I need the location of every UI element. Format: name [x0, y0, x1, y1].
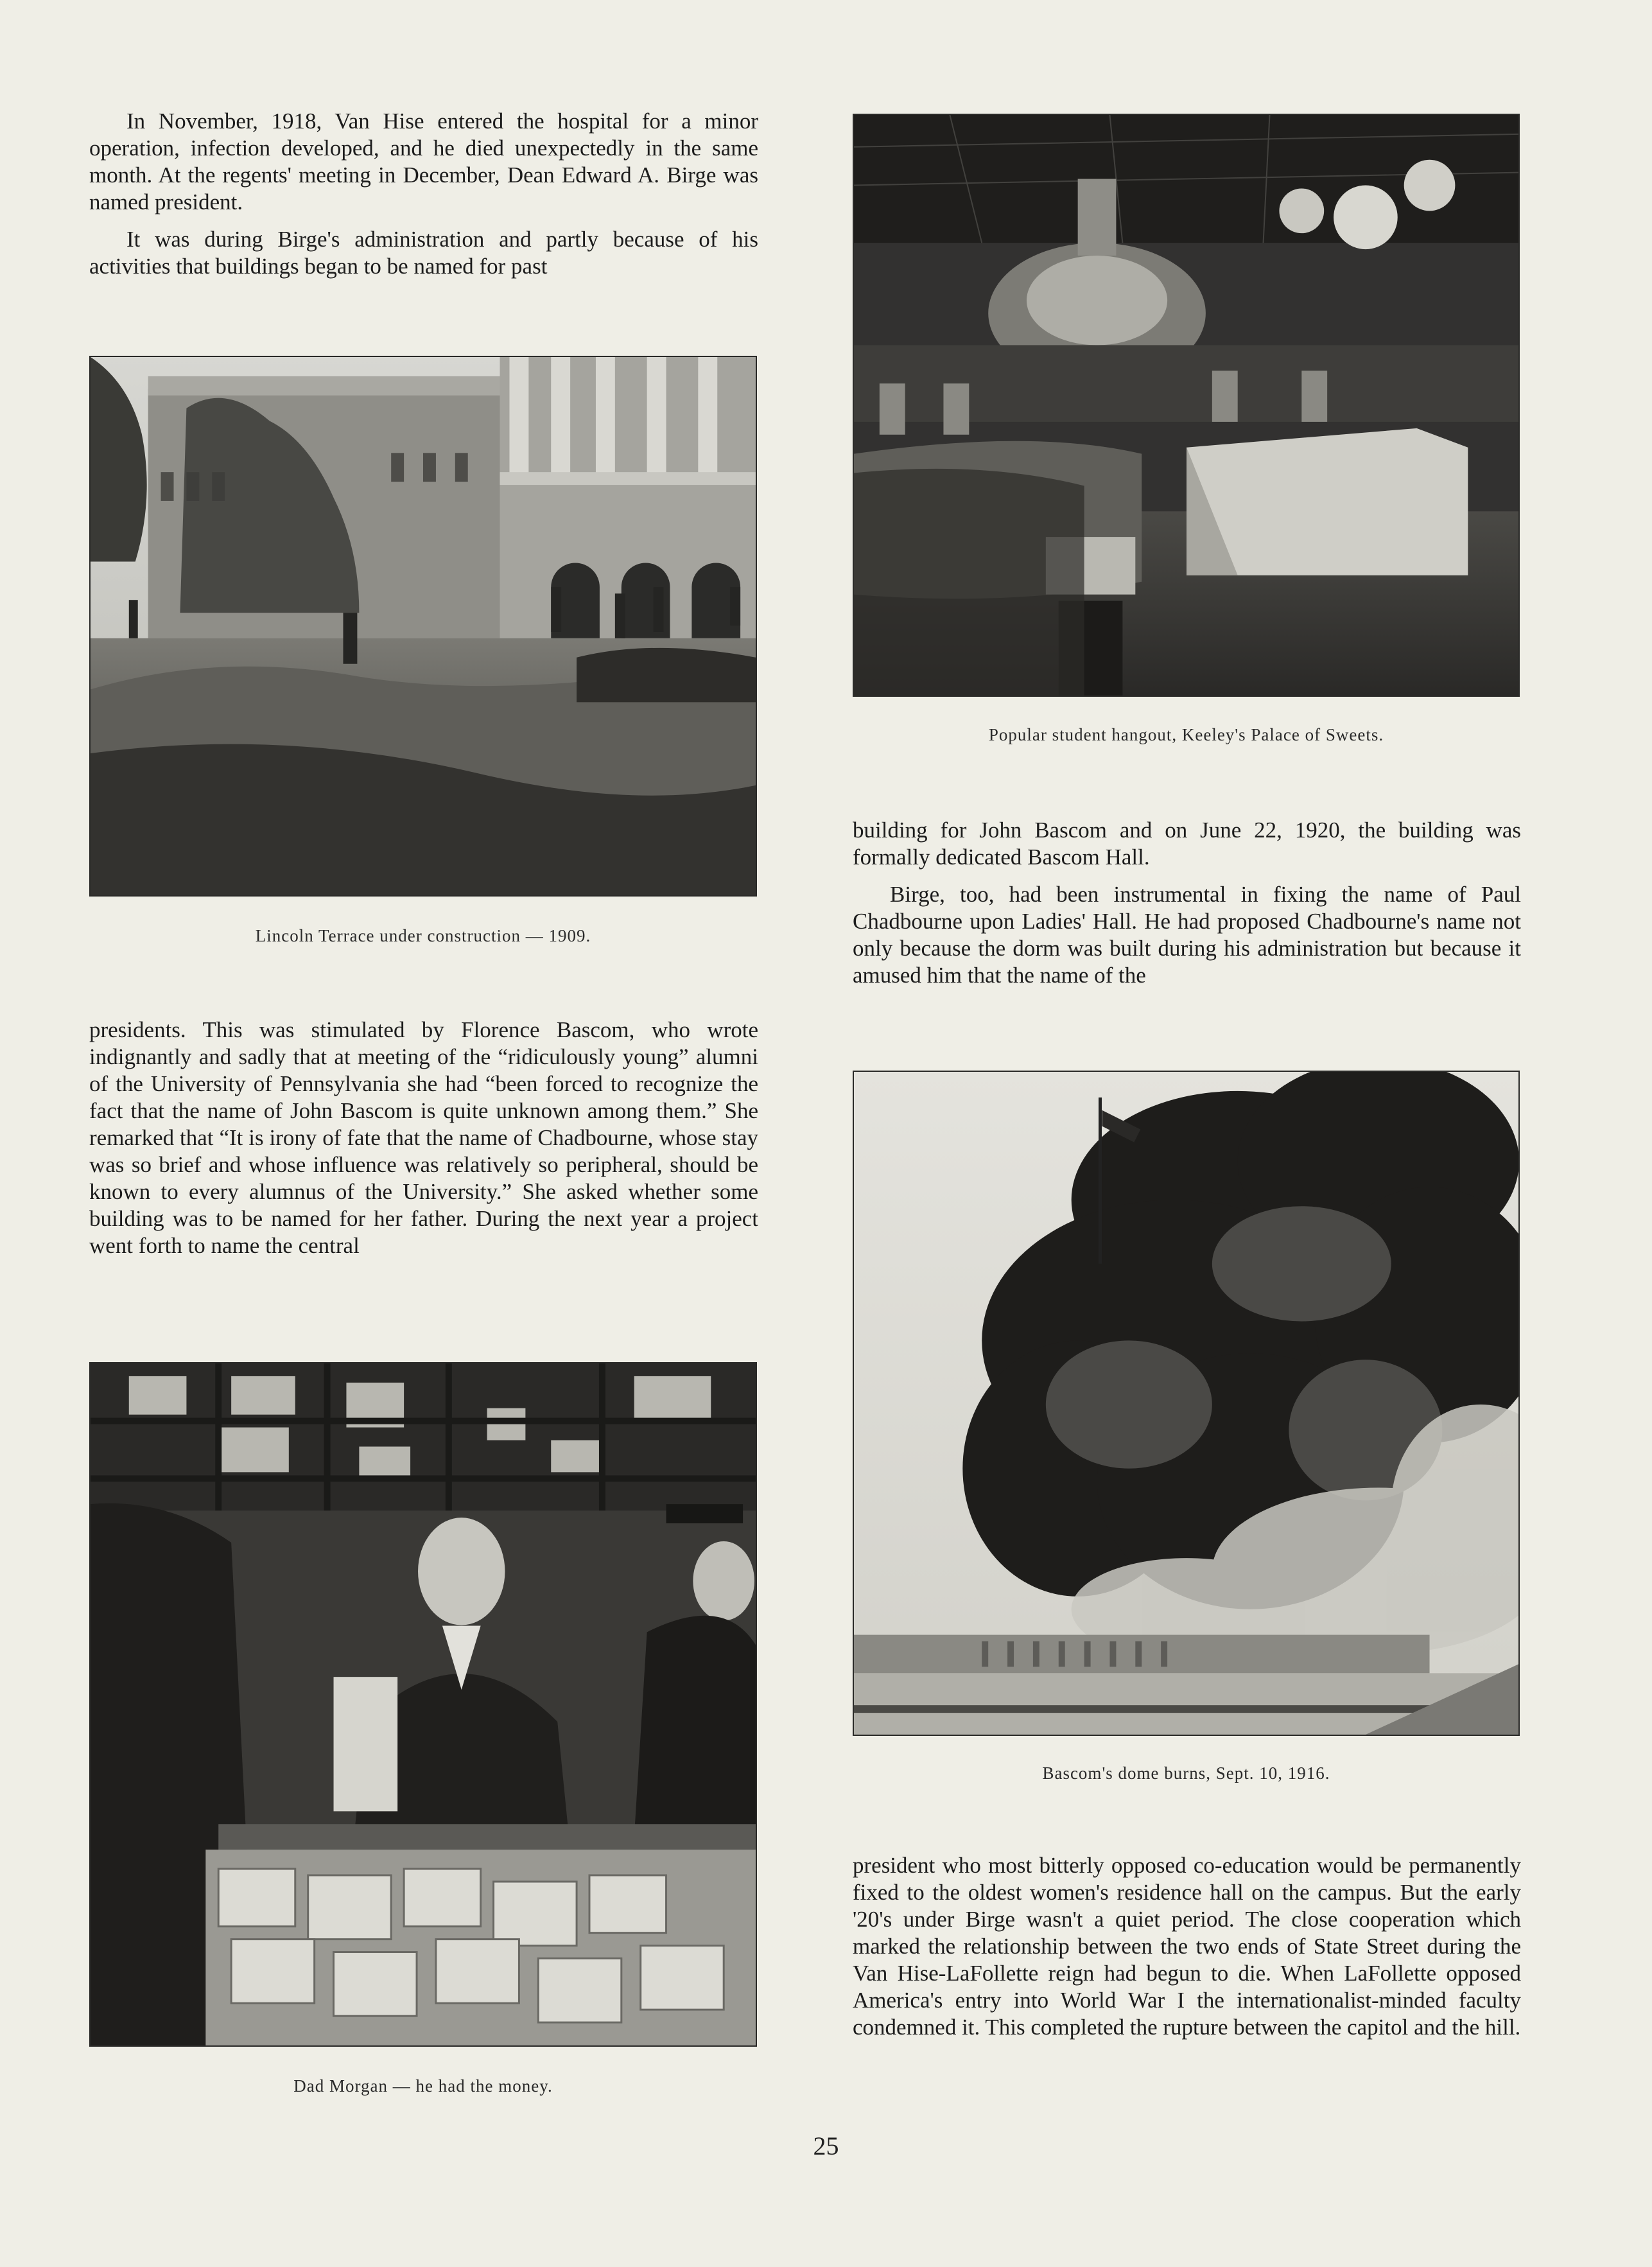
lincoln-terrace-caption: Lincoln Terrace under construction — 1909. — [255, 926, 591, 945]
left-paragraph-2: It was during Birge's administration and partly because of his activities that buildings began to be named for past — [89, 227, 758, 279]
left-text-middle — [89, 1017, 758, 1270]
bascom-fire-caption: Bascom's dome burns, Sept. 10, 1916. — [1042, 1764, 1330, 1783]
dad-morgan-caption: Dad Morgan — he had the money. — [293, 2076, 553, 2096]
left-paragraph-3: presidents. This was stimulated by Florence Bascom, who wrote indignantly and sadly that at meeting of the “ridiculously young” alumni of the University of Pennsylvania she had “been forced to recognize the fact that the name of John Bascom is quite unknown among them.” She remarked that “It is irony of fate that the name of Chadbourne, whose stay was so brief and whose influence was relatively so peripheral, should be known to every alumnus of the University.” She asked whether some building was to be named for her father. During the next year a project went forth to name the central — [89, 1017, 758, 1258]
left-paragraph-1: In November, 1918, Van Hise entered the hospital for a minor operation, infection developed, and he died unexpectedly in the same month. At the regents' meeting in December, Dean Edward A. Birge was named president. — [89, 109, 758, 214]
right-paragraph-2: Birge, too, had been instrumental in fixing the name of Paul Chadbourne upon Ladies' Hall. He had proposed Chadbourne's name not only because the dorm was built during his administration but because it amused him that the name of the — [853, 882, 1521, 988]
keeleys-photo — [853, 114, 1520, 697]
keeleys-caption: Popular student hangout, Keeley's Palace of Sweets. — [988, 725, 1384, 744]
left-text-top — [89, 108, 758, 290]
page-number: 25 — [813, 2131, 839, 2160]
dad-morgan-photo — [89, 1362, 757, 2047]
right-paragraph-3: president who most bitterly opposed co-education would be permanently fixed to the oldest women's residence hall on the campus. But the early '20's under Birge wasn't a quiet period. The close cooperation which marked the relationship between the two ends of State Street during the Van Hise-LaFollette reign had begun to die. When LaFollette opposed America's entry into World War I the internationalist-minded faculty condemned it. This completed the rupture between the capitol and the hill. — [853, 1853, 1521, 2040]
lincoln-terrace-photo — [89, 356, 757, 897]
right-text-top — [853, 817, 1521, 999]
right-paragraph-1: building for John Bascom and on June 22, 1920, the building was formally dedicated Bascom Hall. — [853, 818, 1521, 870]
bascom-fire-photo — [853, 1071, 1520, 1736]
right-text-bottom — [853, 1852, 1521, 2051]
